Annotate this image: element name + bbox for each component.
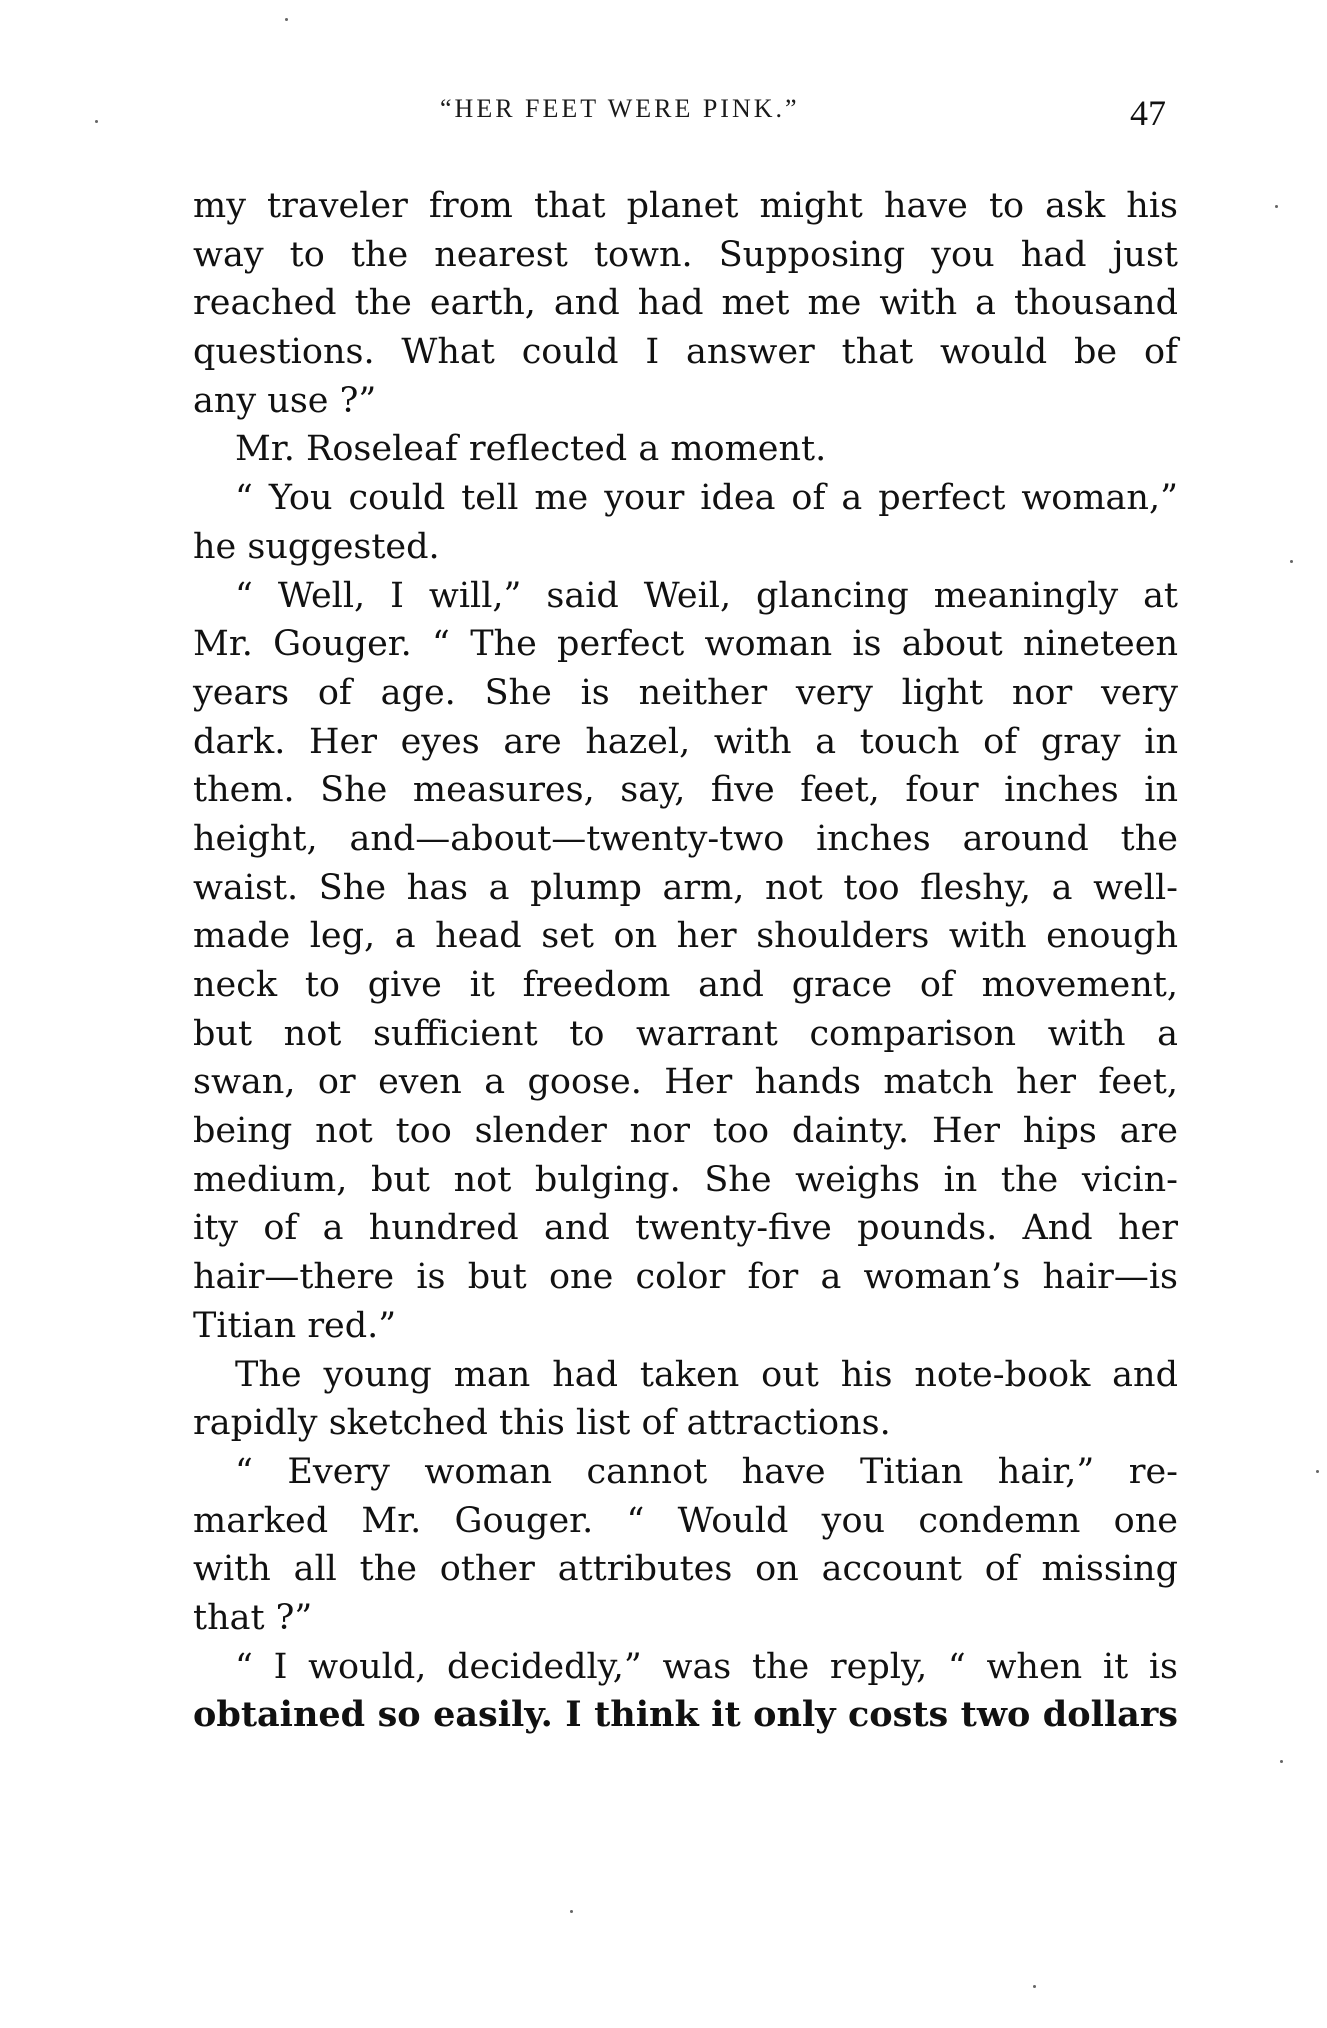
- text-line: “ Every woman cannot have Titian hair,” re-: [235, 1451, 1178, 1492]
- scan-speck: [1316, 1470, 1319, 1473]
- text-line: obtained so easily. I think it only costs two dollars: [193, 1694, 1178, 1736]
- scan-speck: [1275, 205, 1278, 208]
- scan-speck: [95, 120, 98, 123]
- text-line: with all the other attributes on account of missing: [193, 1549, 1178, 1590]
- text-line: being not too slender nor too dainty. Her hips are: [193, 1111, 1178, 1152]
- text-line: my traveler from that planet might have to ask his: [193, 186, 1178, 226]
- text-line: them. She measures, say, five feet, four inches in: [193, 770, 1178, 811]
- scan-speck: [570, 1910, 573, 1913]
- text-line: but not sufficient to warrant comparison with a: [193, 1013, 1178, 1054]
- text-line: swan, or even a goose. Her hands match her feet,: [193, 1062, 1178, 1103]
- text-line: medium, but not bulging. She weighs in the vicin-: [193, 1159, 1178, 1200]
- text-line: rapidly sketched this list of attractions.: [193, 1403, 891, 1444]
- text-line: way to the nearest town. Supposing you had just: [193, 234, 1178, 275]
- text-line: Mr. Gouger. “ The perfect woman is about nineteen: [193, 624, 1178, 665]
- scan-speck: [1280, 1760, 1283, 1763]
- text-line: any use ?”: [193, 380, 377, 421]
- text-line: marked Mr. Gouger. “ Would you condemn one: [193, 1500, 1178, 1541]
- text-line: The young man had taken out his note-book and: [235, 1354, 1178, 1395]
- scan-speck: [1290, 560, 1293, 563]
- page-number: 47: [1130, 93, 1166, 133]
- text-line: waist. She has a plump arm, not too fleshy, a well-: [193, 867, 1178, 908]
- text-line: Titian red.”: [193, 1305, 397, 1346]
- text-line: made leg, a head set on her shoulders with enough: [193, 916, 1178, 957]
- text-line: “ I would, decidedly,” was the reply, “ when it is: [235, 1646, 1178, 1687]
- text-line: reached the earth, and had met me with a thousand: [193, 283, 1178, 324]
- text-line: that ?”: [193, 1597, 313, 1638]
- running-head: “HER FEET WERE PINK.”: [440, 94, 800, 123]
- text-line: years of age. She is neither very light nor very: [193, 672, 1178, 713]
- text-line: he suggested.: [193, 526, 440, 567]
- text-line: Mr. Roseleaf reflected a moment.: [235, 429, 827, 470]
- text-line: neck to give it freedom and grace of movement,: [193, 965, 1178, 1005]
- body-text: [193, 182, 1178, 1740]
- scan-speck: [1033, 1985, 1036, 1988]
- text-line: “ Well, I will,” said Weil, glancing meaningly at: [235, 575, 1178, 616]
- text-line: ity of a hundred and twenty-five pounds. And her: [193, 1208, 1178, 1249]
- text-line: dark. Her eyes are hazel, with a touch of gray in: [193, 721, 1178, 762]
- text-line: “ You could tell me your idea of a perfect woman,”: [235, 478, 1178, 519]
- scan-speck: [285, 18, 288, 21]
- text-line: questions. What could I answer that would be of: [193, 332, 1178, 373]
- text-line: height, and—about—twenty-two inches around the: [193, 818, 1178, 859]
- text-line: hair—there is but one color for a woman’s hair—is: [193, 1257, 1178, 1298]
